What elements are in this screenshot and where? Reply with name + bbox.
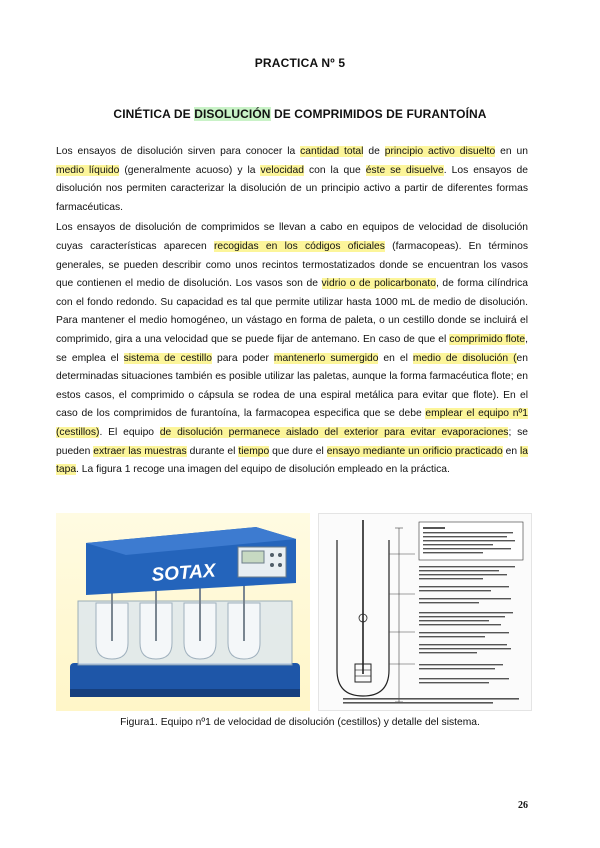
text-run: ; se pueden [56, 426, 528, 457]
diagram-illustration [319, 514, 531, 710]
paragraph [56, 143, 528, 217]
text-run: con la que [303, 164, 366, 176]
text-run: . El equipo [99, 426, 160, 438]
basket-apparatus-diagram [318, 513, 532, 711]
highlighted-text: vidrio o de policarbonato [321, 278, 436, 290]
highlighted-text: sistema de cestillo [123, 352, 212, 364]
text-run: que dure el [269, 445, 327, 457]
highlighted-text: ensayo mediante un orificio practicado [326, 445, 503, 457]
text-run: (generalmente acuoso) y la [119, 164, 261, 176]
page-number: 26 [518, 800, 528, 811]
text-run: en el [378, 352, 413, 364]
text-run: , de forma cilíndrica con el fondo redondo. Su capacidad es tal que permite utilizar hasta 1000 mL de medio de disolución. Para mantener el medio homogéneo, un vástago en forma de paleta, o un cestillo donde se incluirá el comprimido, gira a una velocidad que se puede fijar de antemano. En caso de que el [56, 278, 528, 345]
section-subtitle [0, 107, 600, 121]
text-run: (farmacopeas). En términos generales, se pueden describir como unos recintos termostatizados donde se encuentran los vasos que contienen el medio de disolución. Los vasos son de [56, 240, 529, 290]
highlighted-text: medio de disolución ( [412, 352, 517, 364]
highlighted-text: emplear el equipo nº1 (cestillos) [56, 408, 528, 438]
text-run: durante el [186, 445, 239, 457]
highlighted-text: medio líquido [56, 164, 120, 176]
dissolution-apparatus-photo [56, 513, 310, 711]
text-run: en un [495, 146, 528, 157]
text-run: de [363, 146, 385, 157]
apparatus-base [70, 663, 300, 693]
highlighted-text: recogidas en los códigos oficiales [213, 240, 385, 252]
apparatus-illustration [56, 513, 310, 711]
highlighted-text: mantenerlo sumergido [273, 352, 379, 364]
page-title: PRACTICA Nº 5 [254, 56, 346, 70]
text-run: . Los ensayos de disolución nos permiten caracterizar la disolución de un principio activo a partir de diferentes formas farmacéuticas. [56, 164, 528, 213]
text-run: . La figura 1 recoge una imagen del equipo de disolución empleado en la práctica. [76, 464, 450, 476]
text-run: , se emplea el [56, 333, 528, 364]
highlighted-text: cantidad total [300, 146, 364, 157]
text-run: en determinadas situaciones también es posible utilizar las paletas, aunque la forma farmacéutica flote; en estos casos, el comprimido o cápsula se rodea de una espiral metálica para evitar que flote). En el caso de los comprimidos de furantoína, la farmacopea especifica que se debe [56, 352, 529, 420]
text-run: Los ensayos de disolución de comprimidos se llevan a cabo en equipos de velocidad de disolución cuyas características aparecen [56, 222, 528, 252]
subtitle-after: DE COMPRIMIDOS DE FURANTOÍNA [270, 107, 487, 121]
brand-logo: SOTAX [150, 560, 217, 586]
highlighted-text: extraer las muestras [93, 445, 187, 457]
subtitle-highlight: DISOLUCIÓN [194, 107, 271, 121]
highlighted-text: tiempo [238, 445, 270, 457]
text-run: para poder [211, 352, 274, 364]
subtitle-before: CINÉTICA DE [113, 107, 195, 121]
text-run: en [502, 445, 520, 457]
highlighted-text: comprimido flote [449, 333, 526, 345]
figure-caption: Figura1. Equipo nº1 de velocidad de disolución (cestillos) y detalle del sistema. [120, 717, 480, 728]
highlighted-text: de disolución permanece aislado del exterior para evitar evaporaciones [159, 426, 509, 438]
text-run: Los ensayos de disolución sirven para conocer la [56, 146, 301, 157]
body-text [56, 143, 528, 480]
highlighted-text: éste se disuelve [365, 164, 444, 176]
figure-1 [56, 513, 532, 711]
highlighted-text: velocidad [260, 164, 304, 176]
highlighted-text: principio activo disuelto [384, 146, 496, 157]
highlighted-text: la tapa [56, 445, 528, 476]
paragraph [56, 219, 528, 479]
